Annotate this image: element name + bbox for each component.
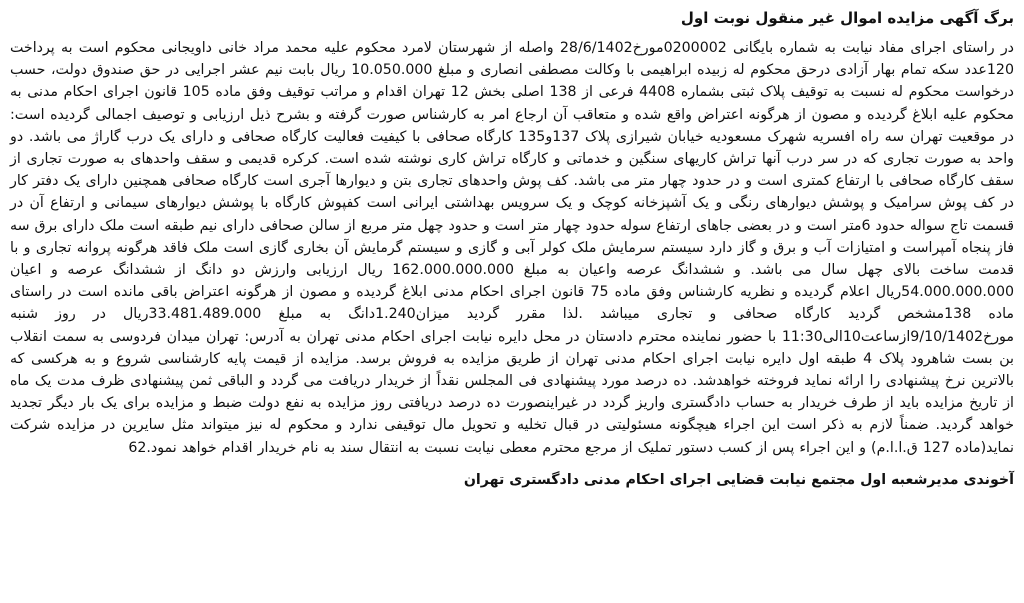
notice-body: در راستای اجرای مفاد نیابت به شماره بایگانی 0200002مورخ28/6/1402 واصله از شهرستان لامرد محکوم علیه محمد مراد خانی داویجانی محکوم است به پرداخت 120عدد سکه تمام بهار آزادی درحق محکوم له زبیده ابراهیمی با وکالت مصطفی انصاری و مبلغ 10.050.000 ریال بابت نیم عشر اجرایی در حق صندوق دولت، حسب درخواست محکوم له نسبت به توقیف پلاک ثبتی بشماره 4408 فرعی از 138 اصلی بخش 12 تهران اقدام و مراتب توقیف وفق ماده 105 قانون اجرای احکام مدنی به محکوم علیه ابلاغ گردیده و مصون از هرگونه اعتراض واقع شده و متعاقب آن ارجاع امر به کارشناس صورت گرفته و بشرح ذیل ارزیابی و توصیف اجمالی گردیده است: در موقعیت تهران سه راه افسریه شهرک مسعودیه خیابان شیرازی پلاک 137و135 کارگاه صحافی با کیفیت فعالیت کارگاه صحافی و دارای یک درب گاراژ می باشد. دو واحد به صورت تجاری که در سر درب آنها تراش کاریهای سنگین و خدماتی و کارگاه تراش کاری نوشته شده است. کرکره قدیمی و سقف واحدهای به صورت تجاری از سقف کارگاه صحافی با ارتفاع کمتری است و در حدود چهار متر می باشد. کف پوش واحدهای تجاری بتن و دیوارها آجری است کارگاه صحافی همچنین دارای یک دفتر کار در کف پوش سرامیک و پوشش دیوارهای رنگی و یک آشپزخانه کوچک و یک سرویس بهداشتی ایرانی است کفپوش کارگاه با پوشش دیوارهای سیمانی و ارتفاع آن در قسمت تاج سواله حدود 6متر است و در بعضی جاهای ارتفاع سوله حدود چهار متر است و حدود چهل متر مربع از سالن صحافی دارای نیم طبقه است ملک دارای برق سه فاز پنجاه آمپراست و امتیازات آب و برق و گاز دارد سیستم سرمایش ملک کولر آبی و گازی و سیستم گرمایش آن بخاری گازی است ملک فاقد هرگونه پروانه تجاری و با قدمت ساخت بالای چهل سال می باشد. و ششدانگ عرصه واعیان به مبلغ 162.000.000.000 ریال ارزیابی وارزش دو دانگ از ششدانگ عرصه و اعیان 54.000.000.000ریال اعلام گردیده و نظریه کارشناس وفق ماده 75 قانون اجرای احکام مدنی ابلاغ گردیده و مصون از هرگونه اعتراض باقی مانده است در راستای ماده 138مشخص گردید کارگاه صحافی و تجاری میباشد .لذا مقرر گردید میزان1.240دانگ به مبلغ 33.481.489.000ریال در روز شنبه مورخ9/10/1402ازساعت10الی11:30 با حضور نماینده محترم دادستان در محل دایره نیابت اجرای احکام مدنی تهران به آدرس: تهران میدان فردوسی به سمت انقلاب بن بست شاهرود پلاک 4 طبقه اول دایره نیابت اجرای احکام مدنی تهران از طریق مزایده به فروش برسد. مزایده از قیمت پایه کارشناسی شروع و به هرکسی که بالاترین نرخ پیشنهادی را ارائه نماید فروخته خواهدشد. ده درصد مورد پیشنهادی فی المجلس نقداً از خریدار دریافت می گردد و الباقی ثمن پیشنهادی ظرف مدت یک ماه از تاریخ مزایده باید از طرف خریدار به حساب دادگستری واریز گردد در غیراینصورت ده درصد دریافتی روز مزایده به نفع دولت ضبط و مزایده برای یک بار دیگر تجدید خواهد گردید. ضمناً لازم به ذکر است این اجراء هیچگونه مسئولیتی در قبال تخلیه و تحویل مال توقیفی ندارد و محکوم له نیز میتواند مثل سایرین در مزایده شرکت نماید(ماده 127 ق.ا.ا.م) و این اجراء پس از کسب دستور تملیک از مرجع محترم معطی نیابت نسبت به انتقال سند به نام خریدار اقدام خواهد نمود.62 (10, 40, 1015, 456)
notice-title: برگ آگهی مزایده اموال غیر منقول نوبت اول (680, 9, 1014, 27)
notice-signature: آخوندی مدیرشعبه اول مجتمع نیابت قضایی اجرای احکام مدنی دادگستری تهران (463, 471, 1014, 488)
